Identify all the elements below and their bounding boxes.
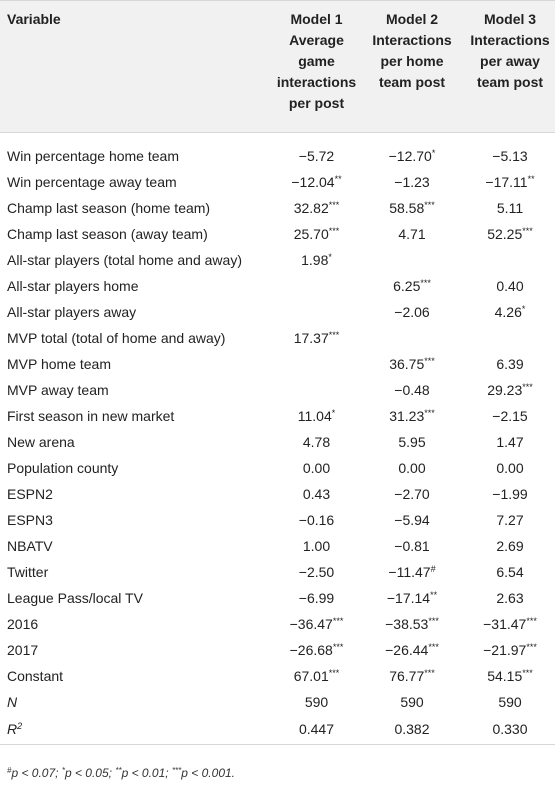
coefficient-cell-model-2 xyxy=(359,299,465,325)
coefficient-value: 2.63 xyxy=(496,589,524,606)
coefficient-cell-model-3 xyxy=(465,299,555,325)
variable-label: MVP home team xyxy=(7,355,112,372)
variable-label: MVP away team xyxy=(7,381,109,398)
coefficient-cell-model-2 xyxy=(359,273,465,299)
coefficient-value: 52.25 xyxy=(487,225,523,242)
coefficient-value: 1.98 xyxy=(301,251,329,268)
coefficient-value: 6.39 xyxy=(496,355,524,372)
variable-label: Champ last season (home team) xyxy=(7,199,211,216)
variable-cell xyxy=(0,169,274,195)
variable-cell xyxy=(0,221,274,247)
coefficient-value: −2.06 xyxy=(394,303,430,320)
coefficient-cell-model-1 xyxy=(274,273,359,299)
coefficient-value: 67.01 xyxy=(293,667,329,684)
coefficient-cell-model-2 xyxy=(359,455,465,481)
coefficient-cell-model-1 xyxy=(274,351,359,377)
significance-mark: ** xyxy=(430,589,438,600)
variable-cell xyxy=(0,429,274,455)
significance-mark: *** xyxy=(526,641,537,652)
coefficient-cell-model-2 xyxy=(359,377,465,403)
coefficient-cell-model-1 xyxy=(274,221,359,247)
coefficient-cell-model-3 xyxy=(465,507,555,533)
coefficient-value: −1.23 xyxy=(394,173,430,190)
coefficient-cell-model-3 xyxy=(465,133,555,169)
coefficient-cell-model-3 xyxy=(465,247,555,273)
coefficient-cell-model-2 xyxy=(359,169,465,195)
coefficient-value: −12.04 xyxy=(291,173,335,190)
coefficient-value: 36.75 xyxy=(389,355,425,372)
variable-cell xyxy=(0,689,274,715)
coefficient-value: 25.70 xyxy=(293,225,329,242)
variable-cell xyxy=(0,455,274,481)
coefficient-value: −6.99 xyxy=(298,589,335,606)
variable-cell xyxy=(0,663,274,689)
coefficient-value: 76.77 xyxy=(389,667,425,684)
variable-label: All-star players (total home and away) xyxy=(7,251,242,268)
coefficient-value: 4.78 xyxy=(302,433,331,450)
coefficient-value: −2.50 xyxy=(298,563,335,580)
coefficient-cell-model-3 xyxy=(465,481,555,507)
coefficient-value: 0.330 xyxy=(492,721,528,738)
coefficient-value: −5.72 xyxy=(298,147,335,164)
header-line: Model 2 xyxy=(385,11,439,27)
coefficient-value: 0.43 xyxy=(302,485,331,502)
coefficient-value: 11.04 xyxy=(297,407,332,424)
significance-mark: # xyxy=(430,563,436,574)
coefficient-cell-model-2 xyxy=(359,221,465,247)
coefficient-value: −26.44 xyxy=(385,641,429,658)
significance-mark: *** xyxy=(522,225,533,236)
table-row xyxy=(0,221,555,247)
variable-cell xyxy=(0,559,274,585)
coefficient-cell-model-2 xyxy=(359,133,465,169)
table-row xyxy=(0,585,555,611)
coefficient-value: 590 xyxy=(498,693,522,710)
coefficient-cell-model-1 xyxy=(274,507,359,533)
coefficient-cell-model-3 xyxy=(465,195,555,221)
coefficient-value: 0.447 xyxy=(298,721,335,738)
variable-label: Constant xyxy=(7,667,64,684)
coefficient-value: 0.382 xyxy=(394,721,430,738)
significance-mark: *** xyxy=(420,277,431,288)
coefficient-cell-model-2 xyxy=(359,325,465,351)
coefficient-cell-model-3 xyxy=(465,637,555,663)
variable-label: New arena xyxy=(7,433,75,450)
coefficient-cell-model-2 xyxy=(359,481,465,507)
coefficient-value: −0.16 xyxy=(298,511,335,528)
coefficient-cell-model-3 xyxy=(465,689,555,715)
table-row xyxy=(0,663,555,689)
coefficient-value: −5.94 xyxy=(394,511,430,528)
variable-cell xyxy=(0,377,274,403)
coefficient-cell-model-1 xyxy=(274,481,359,507)
table-row xyxy=(0,481,555,507)
coefficient-value: 4.26 xyxy=(494,303,522,320)
coefficient-cell-model-3 xyxy=(465,325,555,351)
coefficient-cell-model-1 xyxy=(274,611,359,637)
variable-label: All-star players home xyxy=(7,277,139,294)
coefficient-value: 4.71 xyxy=(398,225,426,242)
coefficient-value: 5.95 xyxy=(398,433,426,450)
variable-cell xyxy=(0,325,274,351)
variable-label: NBATV xyxy=(7,537,53,554)
coefficient-cell-model-1 xyxy=(274,403,359,429)
header-line: per away xyxy=(480,53,540,69)
footnote-marker: ** xyxy=(115,766,122,775)
significance-mark: *** xyxy=(424,199,435,210)
table-row xyxy=(0,611,555,637)
table-row xyxy=(0,325,555,351)
table-row xyxy=(0,507,555,533)
header-variable-line: Variable xyxy=(7,11,61,27)
coefficient-cell-model-2 xyxy=(359,533,465,559)
significance-mark: *** xyxy=(428,615,439,626)
coefficient-cell-model-2 xyxy=(359,559,465,585)
table-row xyxy=(0,247,555,273)
variable-cell xyxy=(0,133,274,169)
coefficient-value: −2.70 xyxy=(394,485,430,502)
table-row xyxy=(0,133,555,169)
header-line: Average xyxy=(289,32,344,48)
significance-mark: *** xyxy=(522,667,533,678)
table-row xyxy=(0,429,555,455)
variable-label: 2016 xyxy=(7,615,39,632)
coefficient-cell-model-2 xyxy=(359,429,465,455)
coefficient-value: 17.37 xyxy=(293,329,329,346)
variable-cell xyxy=(0,299,274,325)
coefficient-value: −11.47 xyxy=(388,563,431,580)
header-row xyxy=(0,1,555,133)
footnote-text: p < 0.05; xyxy=(64,766,116,780)
coefficient-cell-model-1 xyxy=(274,169,359,195)
header-variable xyxy=(0,1,274,133)
coefficient-cell-model-2 xyxy=(359,611,465,637)
variable-cell xyxy=(0,195,274,221)
variable-label: Population county xyxy=(7,459,119,476)
table-row xyxy=(0,403,555,429)
coefficient-cell-model-1 xyxy=(274,637,359,663)
coefficient-value: −12.70 xyxy=(388,147,432,164)
coefficient-cell-model-2 xyxy=(359,637,465,663)
variable-superscript: 2 xyxy=(17,721,23,732)
significance-mark: * xyxy=(521,303,526,314)
significance-mark: *** xyxy=(424,667,435,678)
table-row xyxy=(0,715,555,745)
coefficient-cell-model-2 xyxy=(359,585,465,611)
coefficient-value: −0.48 xyxy=(394,381,430,398)
table-row xyxy=(0,377,555,403)
coefficient-value: 32.82 xyxy=(293,199,329,216)
coefficient-cell-model-1 xyxy=(274,663,359,689)
variable-label: MVP total (total of home and away) xyxy=(7,329,226,346)
coefficient-value: 1.00 xyxy=(302,537,331,554)
significance-mark: *** xyxy=(328,329,340,340)
variable-label: Twitter xyxy=(7,563,49,580)
coefficient-value: 0.00 xyxy=(302,459,331,476)
variable-label: Win percentage home team xyxy=(7,147,179,164)
header-line: team post xyxy=(378,74,446,90)
coefficient-cell-model-3 xyxy=(465,221,555,247)
table-row xyxy=(0,559,555,585)
coefficient-cell-model-1 xyxy=(274,585,359,611)
coefficient-value: −17.11 xyxy=(485,173,528,190)
table-row xyxy=(0,533,555,559)
variable-cell xyxy=(0,585,274,611)
header-model-3 xyxy=(465,1,555,133)
coefficient-value: −36.47 xyxy=(289,615,333,632)
variable-cell xyxy=(0,351,274,377)
variable-cell xyxy=(0,247,274,273)
footnote-text: p < 0.01; xyxy=(121,766,172,780)
coefficient-cell-model-2 xyxy=(359,663,465,689)
coefficient-cell-model-3 xyxy=(465,715,555,745)
coefficient-value: −26.68 xyxy=(289,641,333,658)
coefficient-cell-model-3 xyxy=(465,455,555,481)
table-row xyxy=(0,689,555,715)
coefficient-cell-model-3 xyxy=(465,585,555,611)
coefficient-value: 590 xyxy=(304,693,329,710)
variable-label: Champ last season (away team) xyxy=(7,225,208,242)
coefficient-cell-model-2 xyxy=(359,403,465,429)
coefficient-value: 2.69 xyxy=(496,537,524,554)
header-line: interactions xyxy=(276,74,357,90)
variable-cell xyxy=(0,273,274,299)
variable-label: First season in new market xyxy=(7,407,175,424)
coefficient-value: −38.53 xyxy=(385,615,429,632)
header-line: Model 1 xyxy=(290,11,343,27)
coefficient-cell-model-2 xyxy=(359,195,465,221)
significance-footnote xyxy=(7,766,235,780)
coefficient-cell-model-2 xyxy=(359,247,465,273)
coefficient-cell-model-3 xyxy=(465,351,555,377)
table-row xyxy=(0,273,555,299)
significance-mark: *** xyxy=(328,225,340,236)
coefficient-value: 1.47 xyxy=(496,433,524,450)
coefficient-cell-model-3 xyxy=(465,429,555,455)
variable-label: N xyxy=(7,693,18,710)
significance-mark: * xyxy=(431,147,436,158)
header-model-2 xyxy=(359,1,465,133)
footnote-marker: # xyxy=(7,766,12,775)
significance-mark: ** xyxy=(527,173,535,184)
coefficient-value: −17.14 xyxy=(386,589,431,606)
coefficient-value: 5.11 xyxy=(496,199,524,216)
variable-cell xyxy=(0,611,274,637)
table-row xyxy=(0,169,555,195)
variable-label: R xyxy=(7,721,18,738)
variable-label: 2017 xyxy=(7,641,39,658)
coefficient-value: −0.81 xyxy=(394,537,430,554)
coefficient-cell-model-3 xyxy=(465,273,555,299)
coefficient-cell-model-3 xyxy=(465,377,555,403)
significance-mark: ** xyxy=(334,173,342,184)
header-line: per home xyxy=(380,53,444,69)
footnote-text: p < 0.07; xyxy=(11,766,62,780)
coefficient-value: −1.99 xyxy=(492,485,528,502)
variable-label: Win percentage away team xyxy=(7,173,177,190)
coefficient-cell-model-1 xyxy=(274,195,359,221)
coefficient-cell-model-2 xyxy=(359,715,465,745)
table-body xyxy=(0,133,555,745)
table-row xyxy=(0,195,555,221)
variable-label: ESPN2 xyxy=(7,485,53,502)
coefficient-cell-model-1 xyxy=(274,133,359,169)
variable-cell xyxy=(0,403,274,429)
coefficient-value: 6.54 xyxy=(496,563,524,580)
significance-mark: *** xyxy=(526,615,537,626)
coefficient-cell-model-2 xyxy=(359,507,465,533)
coefficient-value: 0.00 xyxy=(398,459,426,476)
header-line: game xyxy=(298,53,335,69)
coefficient-cell-model-1 xyxy=(274,455,359,481)
coefficient-cell-model-1 xyxy=(274,689,359,715)
header-model-1 xyxy=(274,1,359,133)
coefficient-value: −5.13 xyxy=(492,147,528,164)
coefficient-value: −2.15 xyxy=(492,407,528,424)
coefficient-cell-model-1 xyxy=(274,247,359,273)
significance-mark: * xyxy=(328,251,332,262)
coefficient-value: 6.25 xyxy=(393,277,421,294)
significance-mark: *** xyxy=(424,355,435,366)
significance-mark: * xyxy=(331,407,336,418)
significance-mark: *** xyxy=(522,381,533,392)
table-row xyxy=(0,455,555,481)
coefficient-cell-model-3 xyxy=(465,403,555,429)
significance-mark: *** xyxy=(424,407,435,418)
coefficient-value: 29.23 xyxy=(487,381,523,398)
header-line: team post xyxy=(476,74,544,90)
variable-label: ESPN3 xyxy=(7,511,53,528)
variable-label: League Pass/local TV xyxy=(7,589,143,606)
header-line: Interactions xyxy=(372,32,452,48)
table-row xyxy=(0,299,555,325)
coefficient-cell-model-3 xyxy=(465,559,555,585)
footnote-marker: * xyxy=(61,766,65,775)
coefficient-value: 0.40 xyxy=(496,277,524,294)
coefficient-cell-model-1 xyxy=(274,533,359,559)
coefficient-cell-model-3 xyxy=(465,169,555,195)
coefficient-value: −31.47 xyxy=(483,615,527,632)
coefficient-value: 7.27 xyxy=(496,511,524,528)
footnote-marker: *** xyxy=(171,766,182,775)
variable-cell xyxy=(0,481,274,507)
coefficient-value: 0.00 xyxy=(496,459,524,476)
coefficient-cell-model-3 xyxy=(465,533,555,559)
coefficient-value: 58.58 xyxy=(389,199,425,216)
significance-mark: *** xyxy=(328,667,340,678)
table-row xyxy=(0,637,555,663)
coefficient-cell-model-1 xyxy=(274,429,359,455)
header-line: Interactions xyxy=(470,32,550,48)
variable-label: All-star players away xyxy=(7,303,137,320)
coefficient-cell-model-1 xyxy=(274,715,359,745)
significance-mark: *** xyxy=(428,641,439,652)
coefficient-cell-model-1 xyxy=(274,559,359,585)
variable-cell xyxy=(0,715,274,745)
header-line: per post xyxy=(288,95,345,111)
significance-mark: *** xyxy=(328,199,340,210)
footnote-text: p < 0.001. xyxy=(181,766,235,780)
significance-mark: *** xyxy=(332,641,344,652)
coefficient-cell-model-1 xyxy=(274,299,359,325)
coefficient-value: 590 xyxy=(400,693,424,710)
variable-cell xyxy=(0,507,274,533)
table-row xyxy=(0,351,555,377)
coefficient-cell-model-2 xyxy=(359,689,465,715)
coefficient-value: −21.97 xyxy=(483,641,527,658)
coefficient-cell-model-3 xyxy=(465,663,555,689)
variable-cell xyxy=(0,533,274,559)
coefficient-value: 54.15 xyxy=(487,667,523,684)
coefficient-cell-model-2 xyxy=(359,351,465,377)
coefficient-cell-model-1 xyxy=(274,377,359,403)
table-header xyxy=(0,1,555,133)
significance-mark: *** xyxy=(332,615,344,626)
variable-cell xyxy=(0,637,274,663)
coefficient-cell-model-1 xyxy=(274,325,359,351)
coefficient-value: 31.23 xyxy=(389,407,425,424)
coefficient-cell-model-3 xyxy=(465,611,555,637)
header-line: Model 3 xyxy=(483,11,537,27)
